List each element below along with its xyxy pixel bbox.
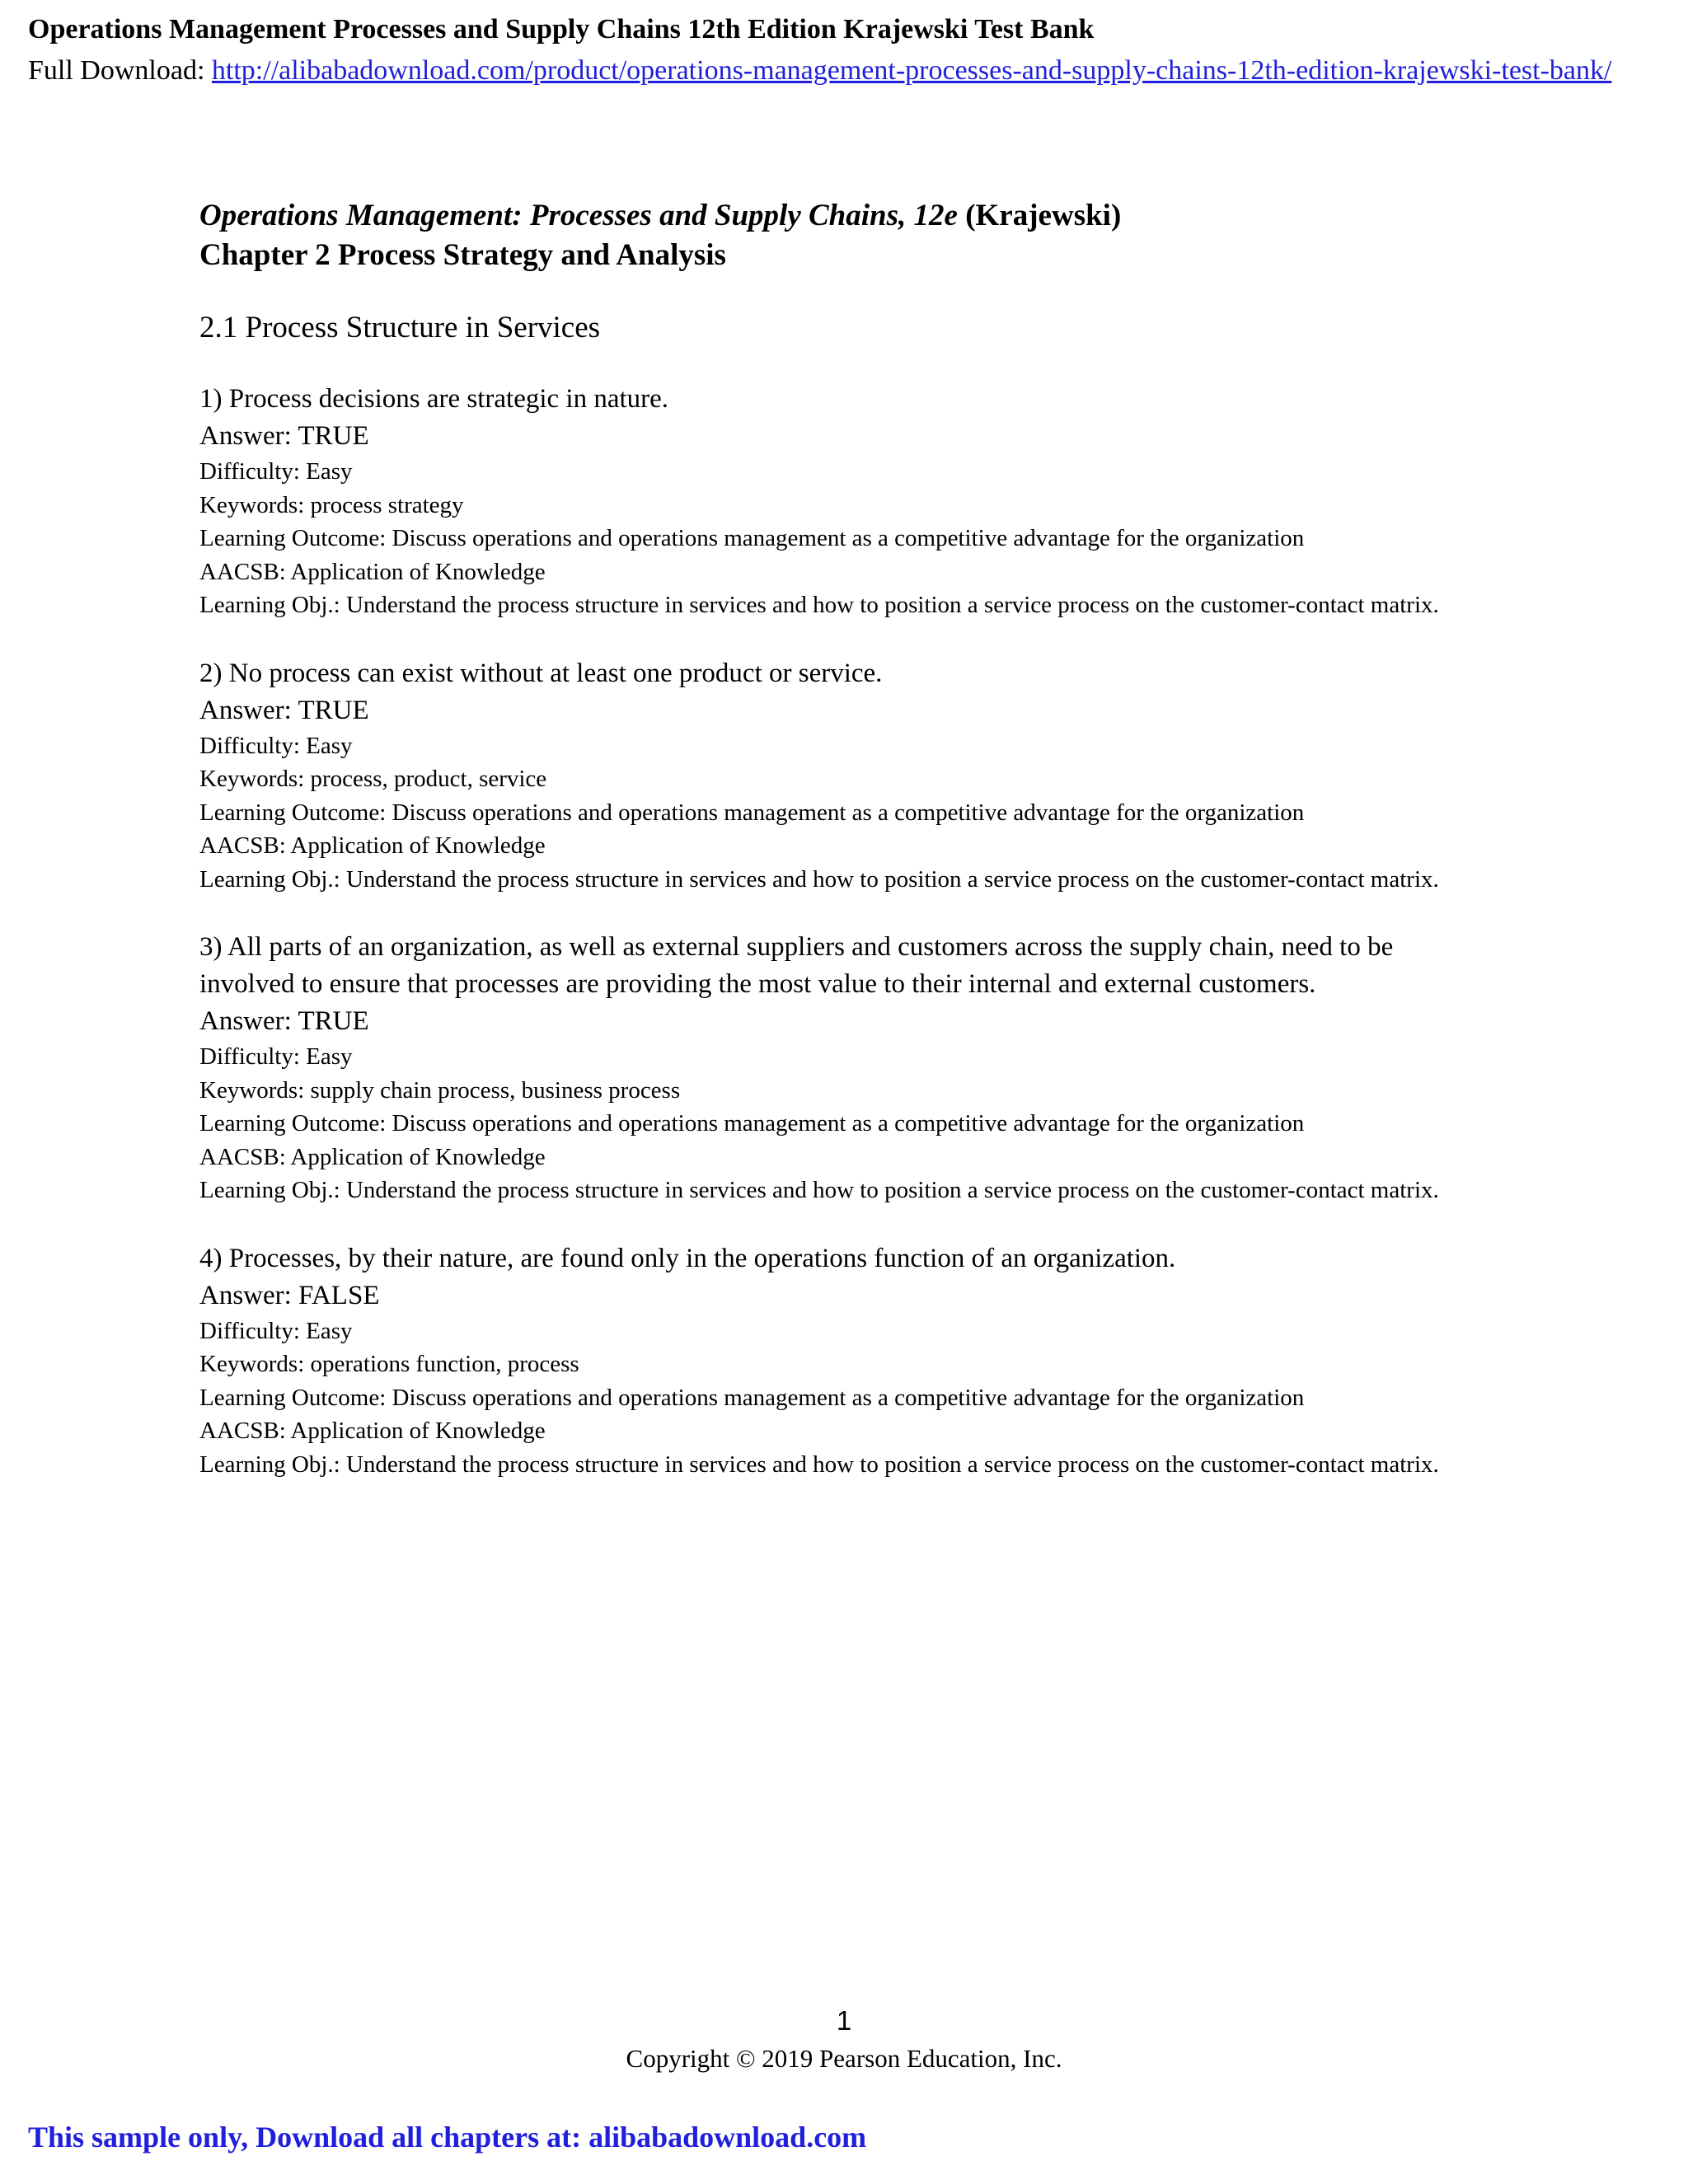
question-answer: Answer: TRUE <box>199 1006 369 1036</box>
question-keywords: Keywords: operations function, process <box>199 1351 579 1377</box>
question-aacsb: AACSB: Application of Knowledge <box>199 1418 546 1444</box>
question-learning-objective: Learning Obj.: Understand the process structure in services and how to position a service process on the customer-contact matrix. <box>199 865 1439 893</box>
question-item <box>199 929 1485 1207</box>
question-keywords: Keywords: process strategy <box>199 491 464 518</box>
question-aacsb: AACSB: Application of Knowledge <box>199 1143 546 1170</box>
question-learning-outcome: Learning Outcome: Discuss operations and operations management as a competitive advantage for the organization <box>199 525 1305 551</box>
question-item <box>199 381 1485 622</box>
question-learning-objective: Learning Obj.: Understand the process structure in services and how to position a service process on the customer-contact matrix. <box>199 1177 1439 1203</box>
question-text: 3) All parts of an organization, as well as external suppliers and customers across the supply chain, need to be involved to ensure that processes are providing the most value to their internal and external customers. <box>199 932 1394 999</box>
question-answer: Answer: TRUE <box>199 421 369 451</box>
question-learning-objective: Learning Obj.: Understand the process structure in services and how to position a service process on the customer-contact matrix. <box>199 592 1439 618</box>
download-label: Full Download: <box>28 55 212 86</box>
question-text: 1) Process decisions are strategic in nature. <box>199 384 669 414</box>
download-line <box>28 53 1688 89</box>
question-item <box>199 655 1485 897</box>
question-text: 4) Processes, by their nature, are found only in the operations function of an organization. <box>199 1243 1176 1273</box>
book-author: (Krajewski) <box>957 199 1122 232</box>
download-link[interactable]: http://alibabadownload.com/product/operations-management-processes-and-supply-chains-12th-edition-krajewski-test-bank/ <box>211 55 1612 86</box>
copyright-notice: Copyright © 2019 Pearson Education, Inc. <box>626 2044 1062 2073</box>
question-item <box>199 1240 1485 1482</box>
question-keywords: Keywords: supply chain process, business process <box>199 1076 681 1104</box>
question-keywords: Keywords: process, product, service <box>199 766 547 792</box>
book-title-italic: Operations Management: Processes and Supply Chains, 12e <box>199 199 958 232</box>
question-learning-outcome: Learning Outcome: Discuss operations and operations management as a competitive advantage for the organization <box>199 1384 1305 1411</box>
question-aacsb: AACSB: Application of Knowledge <box>199 558 546 585</box>
question-difficulty: Difficulty: Easy <box>199 732 353 759</box>
page-number: 1 <box>836 2005 852 2036</box>
section-title: 2.1 Process Structure in Services <box>199 311 601 344</box>
book-title <box>199 196 1485 236</box>
question-difficulty: Difficulty: Easy <box>199 1043 353 1070</box>
question-learning-outcome: Learning Outcome: Discuss operations and operations management as a competitive advantage for the organization <box>199 1110 1305 1137</box>
question-answer: Answer: FALSE <box>199 1280 380 1310</box>
question-learning-outcome: Learning Outcome: Discuss operations and operations management as a competitive advantage for the organization <box>199 799 1305 826</box>
banner-title: Operations Management Processes and Supply Chains 12th Edition Krajewski Test Bank <box>28 14 1095 45</box>
chapter-title: Chapter 2 Process Strategy and Analysis <box>199 238 726 272</box>
question-answer: Answer: TRUE <box>199 695 369 725</box>
question-text: 2) No process can exist without at least one product or service. <box>199 658 883 688</box>
question-learning-objective: Learning Obj.: Understand the process structure in services and how to position a service process on the customer-contact matrix. <box>199 1451 1439 1478</box>
bottom-download-banner[interactable]: This sample only, Download all chapters at: alibabadownload.com <box>28 2121 867 2154</box>
question-difficulty: Difficulty: Easy <box>199 458 353 485</box>
question-aacsb: AACSB: Application of Knowledge <box>199 832 546 859</box>
question-difficulty: Difficulty: Easy <box>199 1317 353 1344</box>
page-content <box>199 196 1485 1481</box>
